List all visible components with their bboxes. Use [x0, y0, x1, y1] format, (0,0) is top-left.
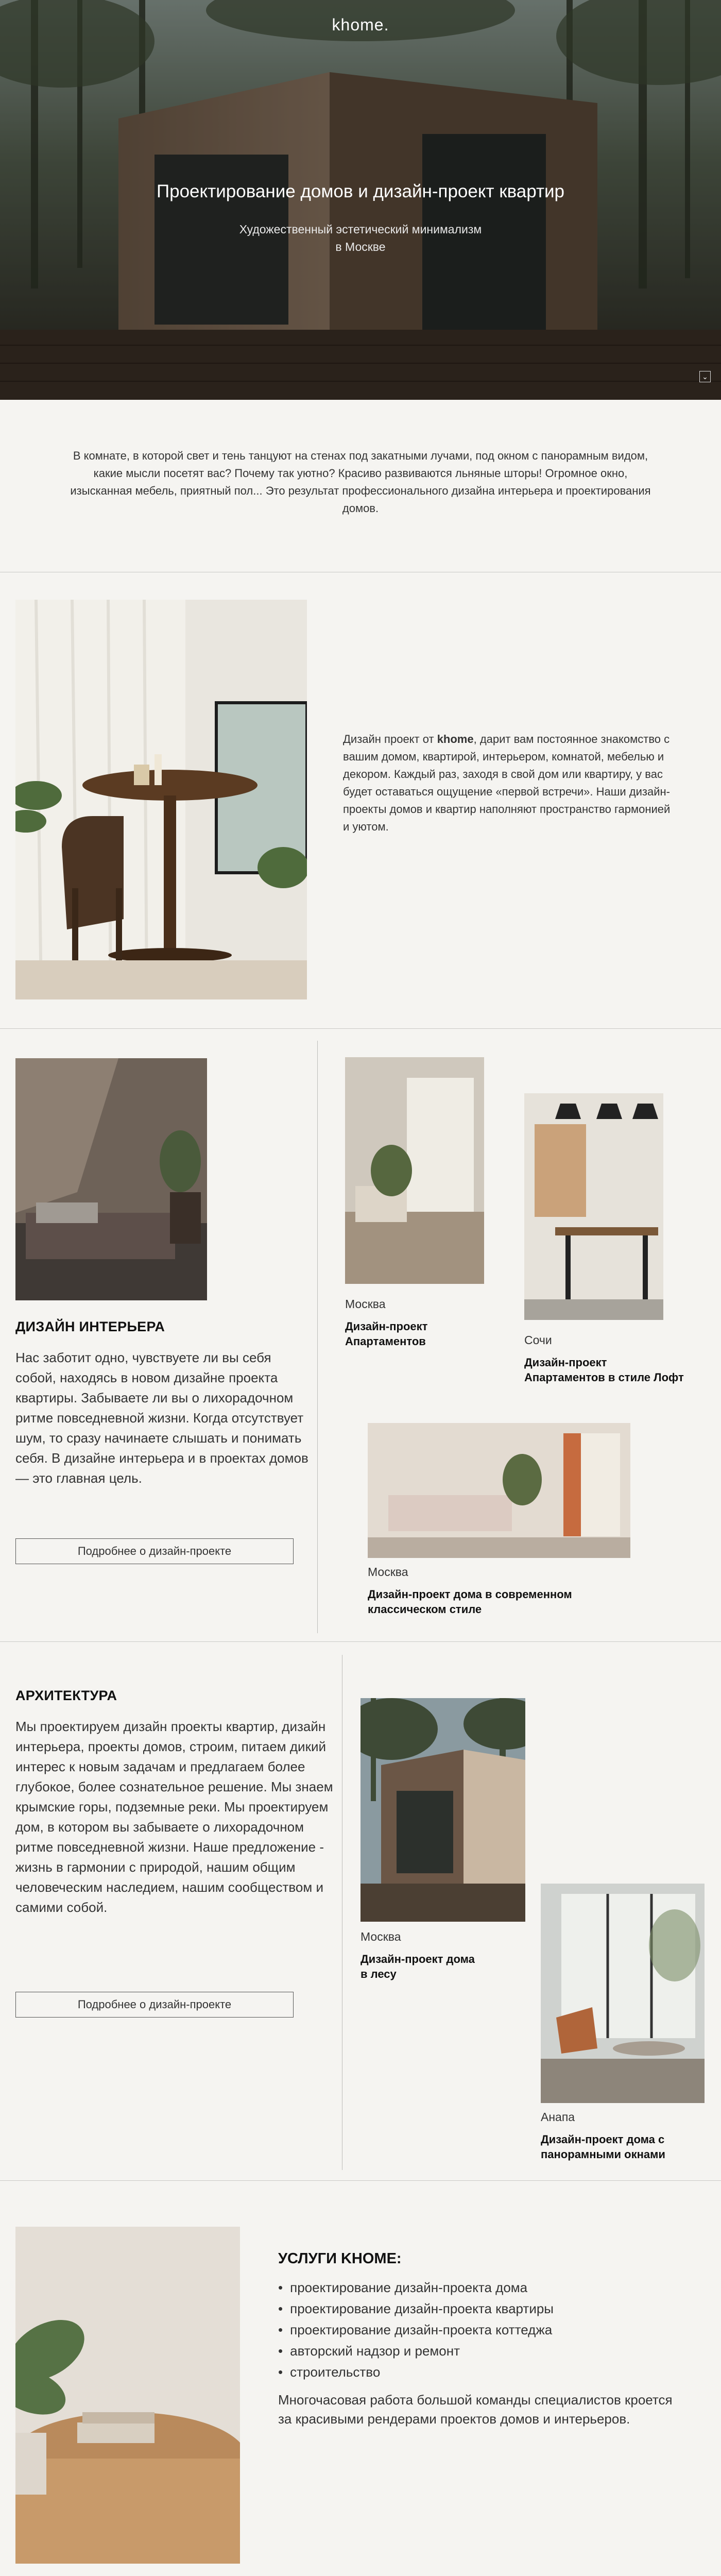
project-city: Сочи: [524, 1333, 552, 1347]
hero-subtitle: [0, 221, 721, 256]
services-list-item: • авторский надзор и ремонт: [278, 2341, 554, 2362]
services-list-item: • проектирование дизайн-проекта коттеджа: [278, 2319, 554, 2341]
project-title-line2: Апартаментов в стиле Лофт: [524, 1371, 684, 1384]
about-text-before: Дизайн проект от: [343, 733, 437, 745]
project-photo-classic[interactable]: [368, 1423, 630, 1558]
project-photo-panoramic[interactable]: [541, 1884, 705, 2103]
project-city: Москва: [360, 1930, 401, 1943]
project-title[interactable]: [524, 1355, 684, 1385]
project-title-line1: Дизайн-проект: [345, 1320, 428, 1333]
about-text: [343, 731, 673, 836]
services-text: Многочасовая работа большой команды специалистов кроется за красивыми рендерами проектов домов и интерьеров.: [278, 2392, 673, 2427]
chevron-down-icon[interactable]: ⌄: [699, 371, 711, 382]
project-title-line1: Дизайн-проект: [524, 1356, 607, 1369]
intro-text: В комнате, в которой свет и тень танцуют на стенах под закатными лучами, под окном с панорамным видом, какие мысли посетят вас? Почему так уютно? Красиво развиваются льняные шторы! Огромное окно, изысканная мебель, приятный пол... Это результат профессионального дизайна интерьера и проектирования домов.: [70, 449, 651, 515]
project-photo-loft[interactable]: [524, 1093, 663, 1320]
services-list-item: • строительство: [278, 2362, 554, 2383]
project-photo-forest-house[interactable]: [360, 1698, 525, 1922]
project-city: Анапа: [541, 2110, 575, 2124]
hero-subtitle-line1: Художественный эстетический минимализм: [239, 223, 482, 236]
project-title-line2: Апартаментов: [345, 1335, 426, 1348]
project-title-line1: Дизайн-проект дома в современном: [368, 1588, 572, 1601]
services-list-item: • проектирование дизайн-проекта дома: [278, 2277, 554, 2298]
project-title[interactable]: [345, 1319, 427, 1349]
interior-more-button[interactable]: Подробнее о дизайн-проекте: [15, 1538, 294, 1564]
photo-curtain-table: [15, 600, 307, 999]
hero-subtitle-line2: в Москве: [335, 240, 386, 253]
project-title-line1: Дизайн-проект дома с: [541, 2133, 665, 2146]
hero-title: Проектирование домов и дизайн-проект квартир: [156, 181, 565, 201]
about-brand: khome: [437, 733, 474, 745]
project-title[interactable]: [360, 1952, 475, 1981]
services-list: [278, 2277, 554, 2383]
project-title-line1: Дизайн-проект дома: [360, 1953, 475, 1965]
interior-text: Нас заботит одно, чувствуете ли вы себя собой, находясь в новом дизайне проекта квартиры. Забываете ли вы о лихорадочном ритме повседневной жизни. Когда отсутствует шум, то сразу начинаете слышать и понимать себя. В дизайне интерьера и в проектах домов — это главная цель.: [15, 1350, 308, 1486]
about-text-after: , дарит вам постоянное знакомство с вашим домом, квартирой, интерьером, комнатой, мебелью и декором. Каждый раз, заходя в свой дом или квартиру, у вас будет оставаться ощущение «первой встречи». Наши дизайн-проекты домов и квартир наполняют пространство гармонией и уютом.: [343, 733, 671, 833]
vertical-divider: [317, 1041, 318, 1633]
divider: [0, 2180, 721, 2181]
project-title[interactable]: [368, 1587, 572, 1617]
photo-plant-table: [15, 2227, 240, 2564]
interior-title: ДИЗАЙН ИНТЕРЬЕРА: [15, 1319, 165, 1334]
photo-bedroom: [15, 1058, 207, 1300]
architecture-more-button[interactable]: Подробнее о дизайн-проекте: [15, 1992, 294, 2018]
project-photo-apartments[interactable]: [345, 1057, 484, 1284]
project-title-line2: в лесу: [360, 1968, 397, 1980]
architecture-text: Мы проектируем дизайн проекты квартир, дизайн интерьера, проекты домов, строим, питаем дикий интерес к новым задачам и предлагаем более глубокое, более сознательное решение. Мы знаем крымские горы, подземные реки. Мы проектируем дом, в котором вы забываете о лихорадочном ритме повседневной жизни. Наше предложение - жизнь в гармонии с природой, нашим общим человеческим наследием, нашим сообществом и самими собой.: [15, 1719, 333, 1915]
header-logo[interactable]: khome.: [332, 15, 389, 34]
project-title[interactable]: [541, 2132, 665, 2162]
architecture-title: АРХИТЕКТУРА: [15, 1688, 117, 1703]
project-title-line2: классическом стиле: [368, 1603, 482, 1616]
project-city: Москва: [368, 1565, 408, 1579]
services-list-item: • проектирование дизайн-проекта квартиры: [278, 2298, 554, 2319]
project-city: Москва: [345, 1297, 386, 1311]
hero-section: [0, 0, 721, 400]
services-title: УСЛУГИ KHOME:: [278, 2250, 402, 2267]
divider: [0, 1028, 721, 1029]
divider: [0, 1641, 721, 1642]
project-title-line2: панорамными окнами: [541, 2148, 665, 2161]
